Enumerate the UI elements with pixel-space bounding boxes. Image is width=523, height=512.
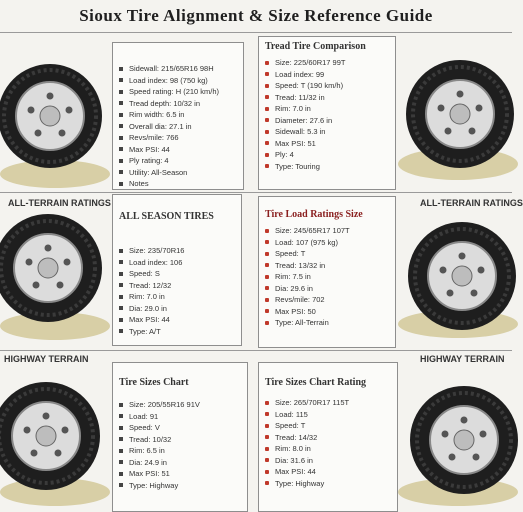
- spec-card: [112, 42, 244, 190]
- tire-icon: [398, 372, 512, 512]
- section-label: HIGHWAY TERRAIN: [4, 354, 89, 364]
- spec-row: Sidewall: 5.3 in: [265, 126, 391, 138]
- spec-row: Dia: 29.0 in: [119, 303, 237, 315]
- spec-card: [112, 362, 248, 512]
- spec-row: Tread: 11/32 in: [265, 92, 391, 104]
- spec-row: Dia: 24.9 in: [119, 457, 243, 469]
- spec-row: Max PSI: 51: [119, 468, 243, 480]
- spec-row: Size: 265/70R17 115T: [265, 397, 393, 409]
- spec-row: Dia: 31.6 in: [265, 455, 393, 467]
- card-heading: Tread Tire Comparison: [265, 41, 366, 52]
- spec-row: Rim: 7.5 in: [265, 271, 391, 283]
- spec-row: Ply rating: 4: [119, 155, 239, 167]
- spec-row: Speed: V: [119, 422, 243, 434]
- spec-row: Type: Highway: [265, 478, 393, 490]
- spec-card: [258, 196, 396, 348]
- spec-row: Tread: 14/32: [265, 432, 393, 444]
- tire-icon: [0, 208, 112, 348]
- spec-row: Max PSI: 51: [265, 138, 391, 150]
- spec-card: [258, 36, 396, 190]
- spec-row: Type: Highway: [119, 480, 243, 492]
- card-heading: ALL SEASON TIRES: [119, 211, 214, 222]
- card-heading: Tire Sizes Chart: [119, 377, 189, 388]
- section-divider: [0, 350, 512, 351]
- page-title: Sioux Tire Alignment & Size Reference Guide: [79, 6, 433, 25]
- spec-row: Load: 91: [119, 411, 243, 423]
- spec-row: Load: 107 (975 kg): [265, 237, 391, 249]
- spec-row: Sidewall: 215/65R16 98H: [119, 63, 239, 75]
- spec-row: Type: Touring: [265, 161, 391, 173]
- spec-row: Load index: 99: [265, 69, 391, 81]
- title-divider: [0, 32, 512, 33]
- section-label: HIGHWAY TERRAIN: [420, 354, 505, 364]
- spec-row: Max PSI: 44: [119, 314, 237, 326]
- section-label: ALL-TERRAIN RATINGS: [420, 198, 523, 208]
- card-heading: Tire Sizes Chart Rating: [265, 377, 367, 388]
- spec-row: Tread: 13/32 in: [265, 260, 391, 272]
- spec-row: Utility: All-Season: [119, 167, 239, 179]
- spec-row: Notes: [119, 178, 239, 190]
- spec-row: Load: 115: [265, 409, 393, 421]
- spec-row: Dia: 29.6 in: [265, 283, 391, 295]
- spec-row: Speed rating: H (210 km/h): [119, 86, 239, 98]
- spec-row: Speed: S: [119, 268, 237, 280]
- spec-row: Rim width: 6.5 in: [119, 109, 239, 121]
- spec-row: Type: A/T: [119, 326, 237, 338]
- spec-row: Type: All-Terrain: [265, 317, 391, 329]
- section-label: ALL-TERRAIN RATINGS: [8, 198, 111, 208]
- tire-icon: [0, 370, 112, 512]
- spec-row: Size: 225/60R17 99T: [265, 57, 391, 69]
- spec-row: Speed: T: [265, 248, 391, 260]
- tire-icon: [398, 210, 512, 346]
- spec-row: Tread: 12/32: [119, 280, 237, 292]
- tire-icon: [0, 44, 110, 194]
- spec-card: [258, 362, 398, 512]
- spec-row: Ply: 4: [265, 149, 391, 161]
- spec-row: Revs/mile: 766: [119, 132, 239, 144]
- spec-row: Tread: 10/32: [119, 434, 243, 446]
- spec-row: Load index: 106: [119, 257, 237, 269]
- spec-row: Rim: 8.0 in: [265, 443, 393, 455]
- spec-row: Size: 235/70R16: [119, 245, 237, 257]
- spec-row: Size: 205/55R16 91V: [119, 399, 243, 411]
- spec-row: Rim: 6.5 in: [119, 445, 243, 457]
- spec-row: Overall dia: 27.1 in: [119, 121, 239, 133]
- spec-row: Revs/mile: 702: [265, 294, 391, 306]
- spec-row: Tread depth: 10/32 in: [119, 98, 239, 110]
- spec-row: Rim: 7.0 in: [265, 103, 391, 115]
- spec-card: [112, 194, 242, 346]
- card-heading: Tire Load Ratings Size: [265, 209, 363, 220]
- spec-row: Max PSI: 50: [265, 306, 391, 318]
- spec-row: Max PSI: 44: [119, 144, 239, 156]
- spec-row: Size: 245/65R17 107T: [265, 225, 391, 237]
- spec-row: Load index: 98 (750 kg): [119, 75, 239, 87]
- spec-row: Speed: T (190 km/h): [265, 80, 391, 92]
- spec-row: Speed: T: [265, 420, 393, 432]
- spec-row: Rim: 7.0 in: [119, 291, 237, 303]
- tire-icon: [398, 44, 512, 194]
- section-divider: [0, 192, 512, 193]
- spec-row: Diameter: 27.6 in: [265, 115, 391, 127]
- spec-row: Max PSI: 44: [265, 466, 393, 478]
